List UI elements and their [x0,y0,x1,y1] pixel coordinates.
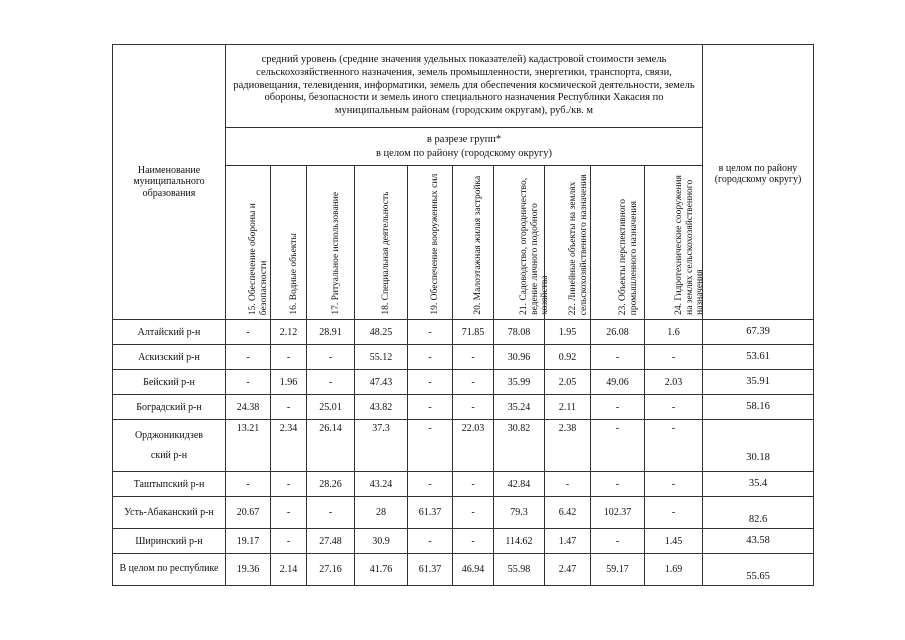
table-row [113,370,814,395]
table-cell: - [645,472,703,497]
table-cell: 1.96 [271,370,307,395]
table-cell: 61.37 [408,497,453,529]
header-row-title [113,45,814,128]
table-cell: 19.17 [226,529,271,554]
table-cell: - [453,345,494,370]
table-cell: 0.92 [545,345,591,370]
table-cell: 43.82 [355,395,408,420]
table-cell: - [645,420,703,472]
table-cell: - [408,370,453,395]
table-cell: 1.95 [545,320,591,345]
table-cell: 30.96 [494,345,545,370]
table-cell: 1.45 [645,529,703,554]
table-cell: 24.38 [226,395,271,420]
table-cell: 1.47 [545,529,591,554]
table-cell: - [271,472,307,497]
table-cell: 2.34 [271,420,307,472]
table-row [113,320,814,345]
table-cell: - [591,420,645,472]
column-header-24 [645,166,703,320]
table-cell: 79.3 [494,497,545,529]
table-cell: 19.36 [226,554,271,586]
table-row [113,497,814,529]
column-header-24-label: 24. Гидротехнические сооружения на землях сельскохозяйственного назначения [673,175,705,315]
table-cell: - [453,529,494,554]
table-cell: - [408,420,453,472]
row-total: 82.6 [703,497,814,529]
column-header-18 [355,166,408,320]
row-total: 35.4 [703,472,814,497]
table-cell: - [591,472,645,497]
table-cell: - [226,472,271,497]
table-cell: 49.06 [591,370,645,395]
table-cell: - [271,345,307,370]
column-header-20 [453,166,494,320]
table-cell: 61.37 [408,554,453,586]
row-total: 53.61 [703,345,814,370]
column-header-21 [494,166,551,320]
row-total: 43.58 [703,529,814,554]
row-total: 55.65 [703,554,814,586]
table-cell: 1.69 [645,554,703,586]
table-cell: - [271,529,307,554]
table-cell: - [645,345,703,370]
row-name: В целом по республике [113,554,226,586]
row-total: 30.18 [703,420,814,472]
table-cell: 2.14 [271,554,307,586]
table-cell: - [307,497,355,529]
table-cell: - [226,320,271,345]
column-header-23-label: 23. Объекты перспективного промышленного назначения [617,198,639,315]
column-header-20-label: 20. Малоэтажная жилая застройка [473,176,483,315]
row-name: Боградский р-н [113,395,226,420]
table-cell: - [453,395,494,420]
table-cell: 2.05 [545,370,591,395]
table-cell: - [271,395,307,420]
table-cell: - [307,370,355,395]
row-total: 67.39 [703,320,814,345]
table-cell: 20.67 [226,497,271,529]
table-cell: 1.6 [645,320,703,345]
table-cell: 28 [355,497,408,529]
groups-subheader-line2: в целом по району (городскому округу) [375,147,553,159]
table-cell: - [271,497,307,529]
cadastral-value-table [112,44,814,586]
row-name-line1: Орджоникидзев [134,430,204,441]
table-cell: 6.42 [545,497,591,529]
table-cell: - [591,345,645,370]
table-cell: 35.24 [494,395,545,420]
row-name-line2: ский р-н [150,449,188,461]
row-name: Ширинский р-н [113,529,226,554]
table-cell: - [453,472,494,497]
table-row [113,472,814,497]
table-cell: - [408,395,453,420]
table-cell: 55.98 [494,554,545,586]
table-cell: - [645,497,703,529]
column-header-total-label: в целом по району (городскому округу) [714,163,802,185]
table-cell: 102.37 [591,497,645,529]
table-cell: - [645,395,703,420]
table-cell: 13.21 [226,420,271,472]
table-row [113,529,814,554]
column-header-22 [545,166,591,320]
row-name: Алтайский р-н [113,320,226,345]
table-cell: 2.38 [545,420,591,472]
column-header-16-label: 16. Водные объекты [288,233,299,315]
row-name: Усть-Абаканский р-н [113,497,226,529]
table-cell: 35.99 [494,370,545,395]
table-cell: 71.85 [453,320,494,345]
table-cell: - [453,370,494,395]
table-title: средний уровень (средние значения удельных показателей) кадастровой стоимости земель сельскохозяйственного назначения, земель промышленности, энергетики, транспорта, связи, радиовещания, телевидения, информатики, земель для обеспечения космической деятельности, земель обороны, безопасности и земель иного специального назначения Республики Хакасия по муниципальным районам (городским округам), руб./кв. м [226,45,703,128]
table-cell: 47.43 [355,370,408,395]
table-cell: 78.08 [494,320,545,345]
table-cell: - [591,529,645,554]
table-cell: - [453,497,494,529]
table-cell: 59.17 [591,554,645,586]
table-cell: 42.84 [494,472,545,497]
table-cell: - [408,472,453,497]
column-header-23 [591,166,645,320]
table-cell: 28.91 [307,320,355,345]
table-cell: - [226,345,271,370]
column-header-15-label: 15. Обеспечение обороны и безопасности [248,202,269,315]
column-header-19-label: 19. Обеспечение вооруженных сил [430,174,440,315]
table-cell: 25.01 [307,395,355,420]
column-header-18-label: 18. Специальная деятельность [381,191,391,315]
table-cell: 26.08 [591,320,645,345]
column-header-17 [307,166,355,320]
row-name: Аскизский р-н [113,345,226,370]
row-total: 58.16 [703,395,814,420]
table-cell: 27.16 [307,554,355,586]
column-header-17-label: 17. Ритуальное использование [330,192,341,315]
table-row [113,395,814,420]
column-header-19 [408,166,453,320]
table-cell: 26.14 [307,420,355,472]
column-header-15 [226,166,271,320]
table-cell: 2.03 [645,370,703,395]
row-total: 35.91 [703,370,814,395]
table-cell: - [408,529,453,554]
table-cell: 48.25 [355,320,408,345]
row-name: Таштыпский р-н [113,472,226,497]
groups-subheader [226,128,703,166]
groups-subheader-line1: в разрезе групп* [426,134,502,146]
table-cell: 55.12 [355,345,408,370]
table-row [113,345,814,370]
column-header-22-label: 22. Линейные объекты на землях сельскохозяйственного назначения [567,173,589,315]
table-row [113,554,814,586]
table-cell: - [408,345,453,370]
column-header-21-label: 21. Садоводство, огородничество, ведение личного подобного хозяйства [519,178,551,315]
table-cell: 41.76 [355,554,408,586]
column-header-total [703,45,814,320]
table-cell: 30.82 [494,420,545,472]
table-cell: 28.26 [307,472,355,497]
column-header-name: Наименование муниципального образования [113,45,226,320]
table-cell: 27.48 [307,529,355,554]
table-cell: 43.24 [355,472,408,497]
table-row [113,420,814,472]
table-cell: 2.12 [271,320,307,345]
table-cell: 30.9 [355,529,408,554]
table-cell: - [591,395,645,420]
table-cell: 37.3 [355,420,408,472]
table-cell: - [408,320,453,345]
table-cell: 2.47 [545,554,591,586]
table-cell: 22.03 [453,420,494,472]
table-cell: - [545,472,591,497]
table-cell: - [307,345,355,370]
row-name [113,420,226,472]
table-cell: 2.11 [545,395,591,420]
table-cell: 114.62 [494,529,545,554]
table-cell: 46.94 [453,554,494,586]
row-name: Бейский р-н [113,370,226,395]
column-header-16 [271,166,307,320]
table-cell: - [226,370,271,395]
